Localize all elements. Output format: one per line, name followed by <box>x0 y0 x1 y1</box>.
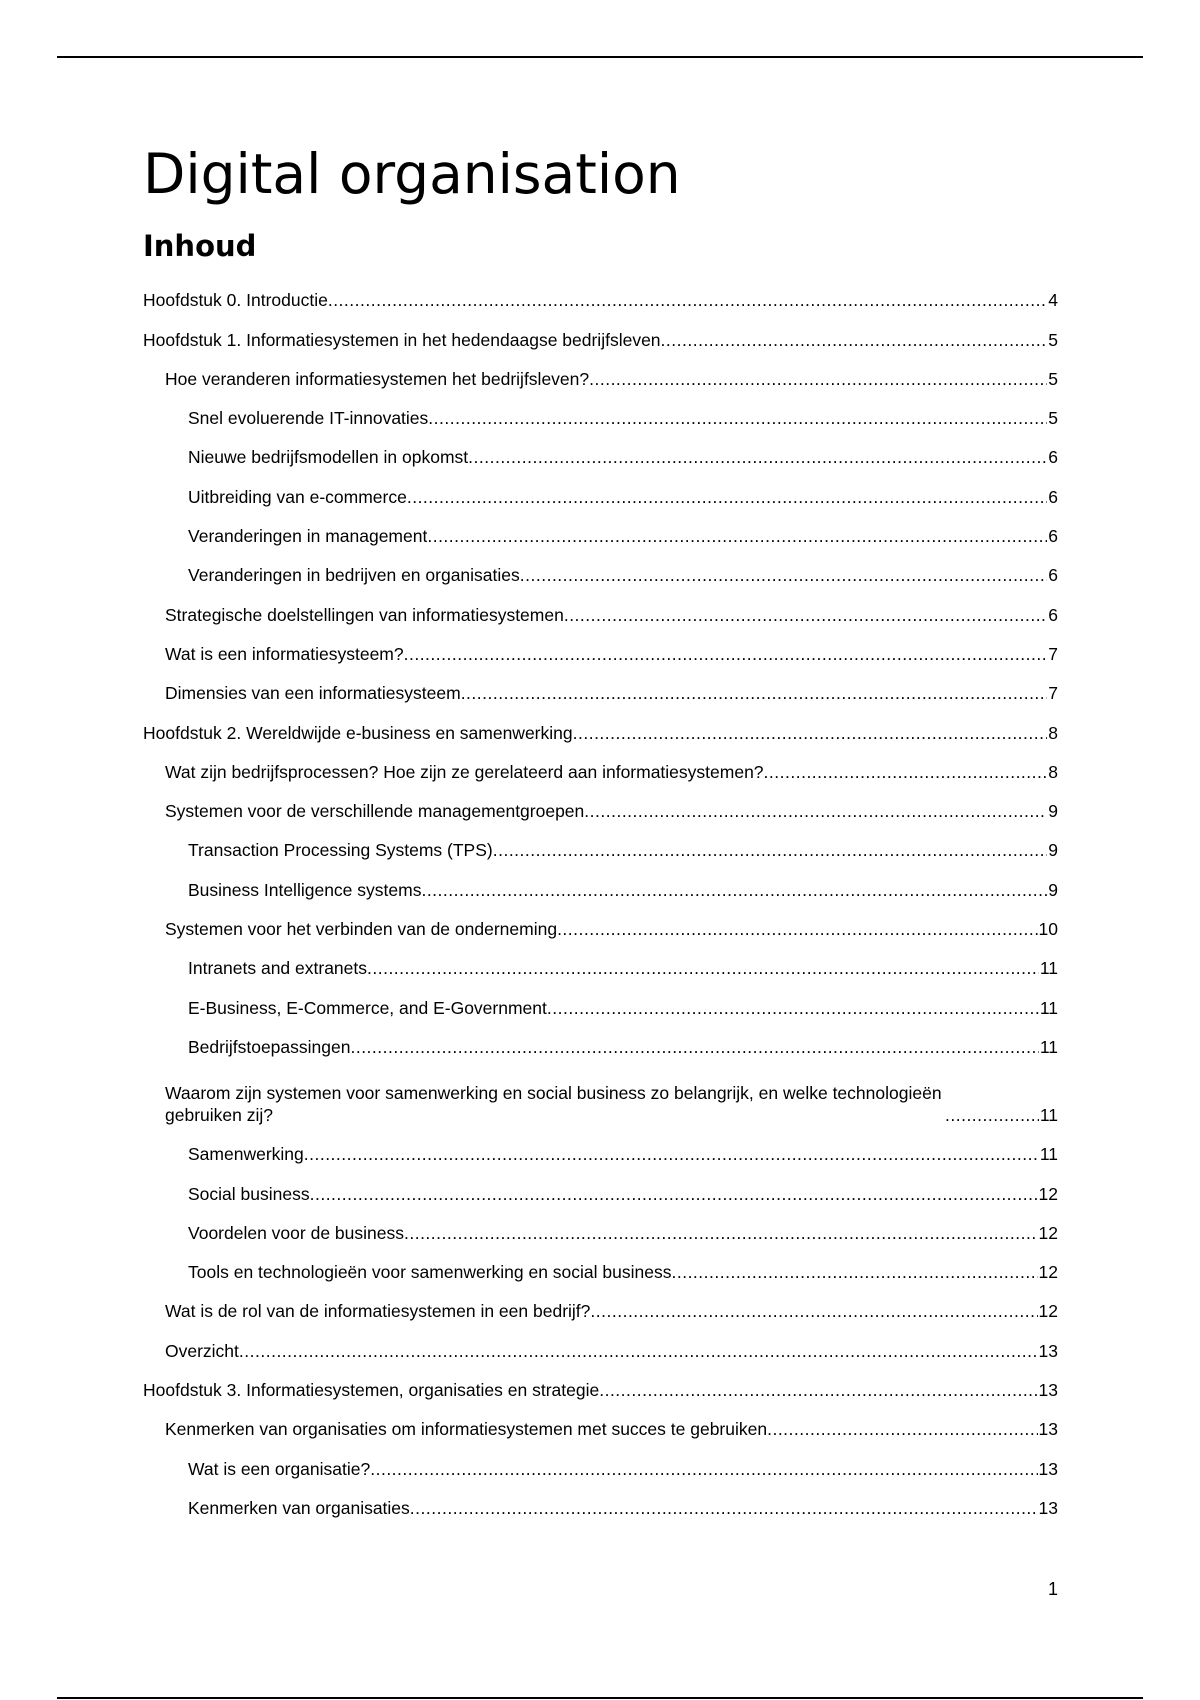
toc-entry[interactable] <box>143 822 1058 861</box>
toc-entry-page: 13 <box>1038 1340 1058 1361</box>
dot-leader <box>404 1222 1038 1244</box>
toc-entry[interactable] <box>143 940 1058 979</box>
toc-entry-title: Dimensies van een informatiesysteem <box>165 683 461 704</box>
toc-heading: Inhoud <box>143 229 257 263</box>
table-of-contents <box>143 272 1058 1519</box>
toc-entry-title: Wat is een informatiesysteem? <box>165 643 404 664</box>
toc-entry-title: Veranderingen in bedrijven en organisaties <box>188 565 520 586</box>
toc-entry-title: Hoofdstuk 1. Informatiesystemen in het hedendaagse bedrijfsleven <box>143 329 661 350</box>
toc-entry-page: 13 <box>1038 1458 1058 1479</box>
toc-entry-page: 10 <box>1038 919 1058 940</box>
toc-entry-title: Veranderingen in management <box>188 526 428 547</box>
dot-leader <box>428 407 1047 429</box>
page-number: 1 <box>1047 1579 1058 1599</box>
toc-entry-title: Tools en technologieën voor samenwerking en social business <box>188 1262 672 1283</box>
dot-leader <box>328 289 1047 311</box>
dot-leader <box>573 722 1048 744</box>
dot-leader <box>404 643 1048 665</box>
toc-entry[interactable] <box>143 351 1058 390</box>
header-rule <box>57 56 1143 58</box>
toc-entry-title: Hoofdstuk 3. Informatiesystemen, organisaties en strategie <box>143 1380 600 1401</box>
toc-entry-title: Bedrijfstoepassingen <box>188 1036 351 1057</box>
toc-entry[interactable] <box>143 547 1058 586</box>
toc-entry-title: Systemen voor de verschillende managementgroepen <box>165 801 585 822</box>
dot-leader <box>767 1418 1037 1440</box>
toc-entry[interactable] <box>143 429 1058 468</box>
toc-entry-page: 9 <box>1048 879 1058 900</box>
toc-entry-title: Kenmerken van organisaties <box>188 1497 410 1518</box>
toc-entry-page: 13 <box>1038 1419 1058 1440</box>
dot-leader <box>367 957 1039 979</box>
toc-entry[interactable] <box>143 861 1058 900</box>
toc-entry-page: 9 <box>1048 801 1058 822</box>
toc-entry-page: 7 <box>1048 683 1058 704</box>
toc-entry[interactable] <box>143 704 1058 743</box>
footer-rule <box>57 1697 1143 1699</box>
toc-entry-title: Waarom zijn systemen voor samenwerking en social business zo belangrijk, en welke technologieën gebruiken zij? <box>165 1082 942 1125</box>
toc-entry-page: 11 <box>1039 1144 1058 1165</box>
toc-entry-page: 4 <box>1048 290 1058 311</box>
toc-entry[interactable] <box>143 901 1058 940</box>
toc-entry-title: Social business <box>188 1183 310 1204</box>
dot-leader <box>310 1183 1038 1205</box>
page-content <box>143 136 1058 1519</box>
dot-leader <box>671 1261 1037 1283</box>
toc-entry[interactable] <box>143 665 1058 704</box>
toc-entry-title: Wat is een organisatie? <box>188 1458 371 1479</box>
dot-leader <box>945 1104 1039 1126</box>
toc-entry[interactable] <box>143 626 1058 665</box>
dot-leader <box>421 879 1047 901</box>
toc-entry[interactable] <box>143 1165 1058 1204</box>
toc-entry-title: Systemen voor het verbinden van de onderneming <box>165 919 558 940</box>
toc-entry-page: 8 <box>1048 722 1058 743</box>
dot-leader <box>461 682 1048 704</box>
dot-leader <box>370 1458 1037 1480</box>
toc-entry-title: E-Business, E-Commerce, and E-Government <box>188 997 547 1018</box>
toc-entry-page: 12 <box>1038 1183 1058 1204</box>
toc-entry-title: Samenwerking <box>188 1144 304 1165</box>
dot-leader <box>468 446 1047 468</box>
toc-entry[interactable] <box>143 272 1058 311</box>
toc-entry[interactable] <box>143 1205 1058 1244</box>
toc-entry-title: Snel evoluerende IT-innovaties <box>188 408 429 429</box>
toc-entry[interactable] <box>143 390 1058 429</box>
toc-entry-page: 13 <box>1038 1380 1058 1401</box>
toc-entry[interactable] <box>143 1126 1058 1165</box>
dot-leader <box>427 525 1047 547</box>
dot-leader <box>410 1497 1038 1519</box>
dot-leader <box>304 1143 1039 1165</box>
dot-leader <box>350 1036 1038 1058</box>
toc-entry[interactable] <box>143 1283 1058 1322</box>
dot-leader <box>661 329 1048 351</box>
dot-leader <box>599 1379 1037 1401</box>
toc-entry[interactable] <box>143 1058 1058 1126</box>
dot-leader <box>493 839 1048 861</box>
toc-entry-page: 6 <box>1048 447 1058 468</box>
toc-entry[interactable] <box>143 1480 1058 1519</box>
dot-leader <box>764 761 1048 783</box>
toc-entry[interactable] <box>143 468 1058 507</box>
dot-leader <box>407 486 1047 508</box>
toc-entry[interactable] <box>143 783 1058 822</box>
dot-leader <box>520 564 1048 586</box>
toc-entry-title: Business Intelligence systems <box>188 879 422 900</box>
toc-entry[interactable] <box>143 979 1058 1018</box>
toc-entry[interactable] <box>143 311 1058 350</box>
toc-entry[interactable] <box>143 586 1058 625</box>
toc-entry[interactable] <box>143 1362 1058 1401</box>
toc-entry-page: 11 <box>1039 997 1058 1018</box>
toc-entry[interactable] <box>143 744 1058 783</box>
dot-leader <box>590 1300 1037 1322</box>
toc-entry-page: 9 <box>1048 840 1058 861</box>
toc-entry-title: Strategische doelstellingen van informatiesystemen <box>165 604 564 625</box>
toc-entry-page: 5 <box>1048 329 1058 350</box>
toc-entry-title: Kenmerken van organisaties om informatiesystemen met succes te gebruiken <box>165 1419 768 1440</box>
toc-entry-page: 6 <box>1048 486 1058 507</box>
toc-entry-title: Hoe veranderen informatiesystemen het bedrijfsleven? <box>165 368 590 389</box>
toc-entry[interactable] <box>143 1019 1058 1058</box>
toc-entry-page: 12 <box>1038 1262 1058 1283</box>
toc-entry-page: 11 <box>1039 1104 1058 1125</box>
toc-entry-title: Wat zijn bedrijfsprocessen? Hoe zijn ze gerelateerd aan informatiesystemen? <box>165 761 764 782</box>
toc-entry-page: 11 <box>1039 1036 1058 1057</box>
document-title: Digital organisation <box>143 142 681 206</box>
dot-leader <box>239 1340 1038 1362</box>
toc-entry-page: 5 <box>1048 408 1058 429</box>
toc-entry-title: Uitbreiding van e-commerce <box>188 486 407 507</box>
toc-entry-title: Overzicht <box>165 1340 239 1361</box>
toc-entry[interactable] <box>143 1440 1058 1479</box>
toc-entry[interactable] <box>143 1401 1058 1440</box>
dot-leader <box>564 604 1047 626</box>
toc-entry[interactable] <box>143 1322 1058 1361</box>
toc-entry-page: 5 <box>1048 368 1058 389</box>
dot-leader <box>557 918 1037 940</box>
toc-entry[interactable] <box>143 1244 1058 1283</box>
toc-entry-page: 6 <box>1048 526 1058 547</box>
dot-leader <box>589 368 1047 390</box>
toc-entry-page: 12 <box>1038 1301 1058 1322</box>
toc-entry-title: Voordelen voor de business <box>188 1222 404 1243</box>
toc-entry-page: 11 <box>1039 958 1058 979</box>
toc-entry-title: Hoofdstuk 0. Introductie <box>143 290 328 311</box>
toc-entry-page: 8 <box>1048 761 1058 782</box>
dot-leader <box>584 800 1047 822</box>
toc-entry-title: Wat is de rol van de informatiesystemen in een bedrijf? <box>165 1301 591 1322</box>
toc-entry-page: 7 <box>1048 643 1058 664</box>
toc-entry-title: Transaction Processing Systems (TPS) <box>188 840 493 861</box>
toc-entry[interactable] <box>143 508 1058 547</box>
toc-entry-title: Intranets and extranets <box>188 958 367 979</box>
toc-entry-page: 13 <box>1038 1497 1058 1518</box>
toc-entry-title: Nieuwe bedrijfsmodellen in opkomst <box>188 447 469 468</box>
toc-entry-page: 12 <box>1038 1222 1058 1243</box>
toc-entry-title: Hoofdstuk 2. Wereldwijde e-business en samenwerking <box>143 722 573 743</box>
toc-entry-page: 6 <box>1048 604 1058 625</box>
dot-leader <box>547 997 1039 1019</box>
toc-entry-page: 6 <box>1048 565 1058 586</box>
